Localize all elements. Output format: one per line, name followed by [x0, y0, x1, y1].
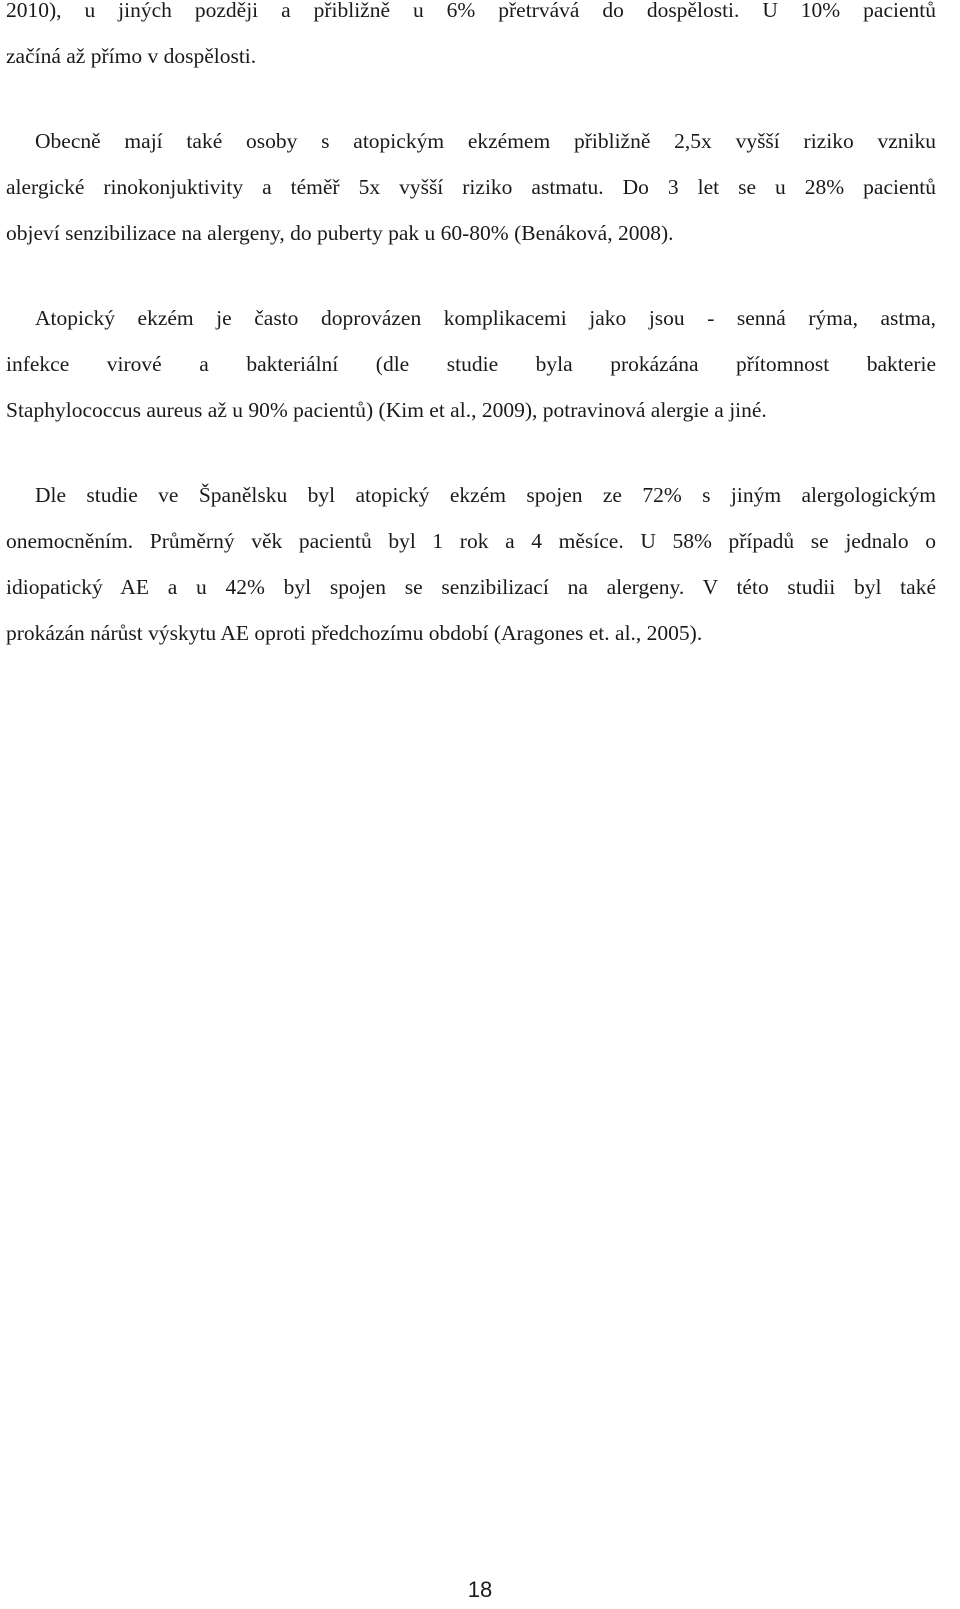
text-line: Obecně mají také osoby s atopickým ekzémem přibližně 2,5x vyšší riziko vzniku	[35, 129, 936, 153]
text-line: infekce virové a bakteriální (dle studie byla prokázána přítomnost bakterie	[6, 352, 936, 376]
text-line: prokázán nárůst výskytu AE oproti předchozímu období (Aragones et. al., 2005).	[6, 621, 703, 645]
page-number: 18	[467, 1577, 493, 1602]
text-line: 2010), u jiných později a přibližně u 6% přetrvává do dospělosti. U 10% pacientů	[6, 0, 936, 22]
text-line: idiopatický AE a u 42% byl spojen se senzibilizací na alergeny. V této studii byl také	[6, 575, 936, 599]
text-line: alergické rinokonjuktivity a téměř 5x vyšší riziko astmatu. Do 3 let se u 28% pacientů	[6, 175, 936, 199]
text-line: Atopický ekzém je často doprovázen komplikacemi jako jsou - senná rýma, astma,	[35, 306, 936, 330]
text-line: objeví senzibilizace na alergeny, do puberty pak u 60-80% (Benáková, 2008).	[6, 221, 674, 245]
text-line: onemocněním. Průměrný věk pacientů byl 1 rok a 4 měsíce. U 58% případů se jednalo o	[6, 529, 936, 553]
text-line: Staphylococcus aureus až u 90% pacientů) (Kim et al., 2009), potravinová alergie a jiné.	[6, 398, 767, 422]
text-line: Dle studie ve Španělsku byl atopický ekzém spojen ze 72% s jiným alergologickým	[35, 483, 936, 507]
text-line: začíná až přímo v dospělosti.	[6, 44, 257, 68]
